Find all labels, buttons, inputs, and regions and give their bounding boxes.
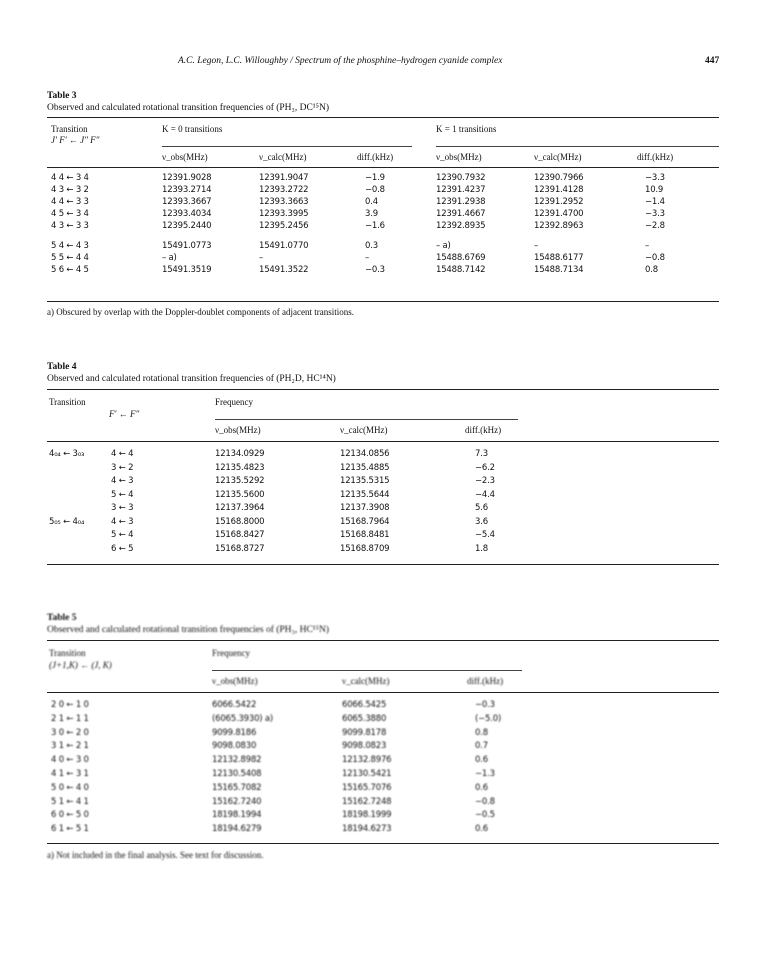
- table-3-calc-k1: 12391.4128: [534, 185, 584, 195]
- table-4-calc: 12137.3908: [340, 503, 390, 513]
- table-4-col-transition: Transition: [49, 397, 86, 407]
- table-3-obs-k0: 12393.2714: [162, 185, 212, 195]
- table-3-transition: 5 5 ← 4 4: [51, 253, 89, 263]
- table-4-col-transition-sub: F′ ← F″: [109, 409, 140, 419]
- table-4-col-diff: diff.(kHz): [465, 425, 502, 435]
- table-5-footnote: a) Not included in the final analysis. See text for discussion.: [47, 850, 264, 860]
- table-5-col-transition: Transition: [49, 648, 86, 658]
- table-3-transition: 4 3 ← 3 3: [51, 221, 89, 231]
- table-3-calc-k0: 12395.2456: [259, 221, 309, 231]
- table-3-transition: 5 6 ← 4 5: [51, 265, 89, 275]
- table-5-diff: −0.5: [475, 810, 495, 821]
- table-3-group-k0: K = 0 transitions: [162, 124, 223, 134]
- table-5-calc: 6065.3880: [342, 713, 387, 724]
- table-4-f-transition: 5 ← 4: [111, 489, 134, 500]
- table-3-diff-k0: −1.6: [365, 221, 385, 231]
- table-5-diff: 0.6: [475, 782, 488, 793]
- table-4-obs: 12137.3964: [215, 503, 265, 513]
- table-3-obs-k1: 15488.6769: [436, 253, 486, 263]
- table-3-obs-k1: 12391.4237: [436, 185, 486, 195]
- table-4-header-rule: [47, 441, 719, 442]
- table-5-transition: 3 1 ← 2 1: [51, 741, 89, 752]
- table-4-obs: 15168.8427: [215, 530, 265, 540]
- table-3-calc-k0: 15491.3522: [259, 265, 309, 275]
- table-4-calc: 12135.5315: [340, 476, 390, 486]
- table-4-obs: 12134.0929: [215, 449, 265, 459]
- table-5-obs: 9098.0830: [212, 741, 257, 752]
- table-3-calc-k0: 15491.0770: [259, 241, 309, 251]
- table-5-col-transition-sub: (J+1,K) ← (J, K): [49, 660, 112, 670]
- table-3-col-obs-k1: ν_obs(MHz): [436, 152, 482, 162]
- table-3-calc-k0: 12391.9047: [259, 173, 309, 183]
- table-4-col-obs: ν_obs(MHz): [215, 425, 261, 435]
- table-4-f-transition: 3 ← 2: [111, 462, 134, 473]
- table-5-diff: (−5.0): [475, 713, 502, 724]
- table-5-transition: 6 0 ← 5 0: [51, 810, 89, 821]
- table-5-col-diff: diff.(kHz): [467, 676, 504, 686]
- table-3-diff-k1: 10.9: [645, 185, 664, 195]
- table-3-obs-k0: 15491.0773: [162, 241, 212, 251]
- table-4-f-transition: 4 ← 3: [111, 476, 134, 486]
- table-4-f-transition: 3 ← 3: [111, 503, 134, 513]
- table-5-calc: 9098.0823: [342, 741, 387, 752]
- table-3-group-k1: K = 1 transitions: [436, 124, 497, 134]
- table-3-obs-k0: – a): [162, 253, 177, 263]
- table-5-calc: 18194.6273: [342, 824, 392, 835]
- table-5-transition: 6 1 ← 5 1: [51, 824, 89, 835]
- table-5-calc: 12130.5421: [342, 769, 392, 779]
- table-5-caption: Observed and calculated rotational transition frequencies of (PH₃, HC¹⁵N): [47, 625, 329, 635]
- table-5-calc: 12132.8976: [342, 755, 392, 766]
- table-3-diff-k0: −0.8: [365, 185, 385, 195]
- table-5-diff: 0.7: [475, 741, 488, 752]
- table-3-k1-rule: [436, 146, 719, 147]
- table-4-col-frequency: Frequency: [215, 397, 253, 407]
- table-5-transition: 2 1 ← 1 1: [51, 713, 89, 724]
- table-4-diff: −4.4: [475, 489, 495, 500]
- table-3-calc-k1: 12391.4700: [534, 209, 584, 219]
- table-3-calc-k1: 12392.8963: [534, 221, 584, 231]
- table-3-calc-k1: –: [534, 241, 539, 251]
- page-number: 447: [705, 56, 720, 66]
- table-3-caption: Observed and calculated rotational transition frequencies of (PH₃, DC¹⁵N): [47, 103, 329, 113]
- table-4-col-calc: ν_calc(MHz): [340, 425, 388, 435]
- table-5-transition: 5 1 ← 4 1: [51, 796, 89, 807]
- table-4-caption: Observed and calculated rotational transition frequencies of (PH₂D, HC¹⁴N): [47, 374, 336, 384]
- table-3-transition: 4 4 ← 3 4: [51, 173, 89, 183]
- table-3-transition: 4 5 ← 3 4: [51, 209, 89, 219]
- table-3-obs-k1: 12392.8935: [436, 221, 486, 231]
- table-5-obs: (6065.3930) a): [212, 713, 274, 724]
- table-5-bottom-rule: [47, 843, 719, 844]
- table-3-diff-k0: –: [365, 253, 370, 263]
- table-5-transition: 2 0 ← 1 0: [51, 700, 89, 710]
- table-3-diff-k1: −3.3: [645, 173, 665, 183]
- table-4-bottom-rule: [47, 564, 719, 565]
- table-3-transition: 5 4 ← 4 3: [51, 241, 89, 251]
- table-5: [47, 612, 719, 872]
- table-3-col-calc-k1: ν_calc(MHz): [534, 152, 582, 162]
- table-3-obs-k0: 12391.9028: [162, 173, 212, 183]
- table-4-f-transition: 4 ← 4: [111, 449, 134, 459]
- table-4-obs: 12135.5600: [215, 489, 265, 500]
- table-5-calc: 15165.7076: [342, 782, 392, 793]
- table-3-calc-k1: 12390.7966: [534, 173, 584, 183]
- table-3-col-transition-sub: J′ F′ ← J″ F″: [51, 135, 100, 145]
- table-4-top-rule: [47, 389, 719, 390]
- table-3-diff-k1: −2.8: [645, 221, 665, 231]
- table-3-obs-k1: 12391.2938: [436, 197, 486, 207]
- table-3-top-rule: [47, 117, 719, 118]
- table-3-footnote: a) Obscured by overlap with the Doppler-doublet components of adjacent transitions.: [47, 307, 354, 317]
- table-4-diff: 5.6: [475, 503, 488, 513]
- table-3-calc-k1: 15488.6177: [534, 253, 584, 263]
- table-4: [47, 361, 719, 571]
- table-5-transition: 4 1 ← 3 1: [51, 769, 89, 779]
- table-5-calc: 9099.8178: [342, 727, 387, 738]
- table-3-calc-k0: 12393.3995: [259, 209, 309, 219]
- table-5-diff: −0.3: [475, 700, 495, 710]
- table-3-diff-k0: 3.9: [365, 209, 378, 219]
- table-3-col-diff-k1: diff.(kHz): [637, 152, 674, 162]
- table-3-diff-k0: 0.3: [365, 241, 378, 251]
- table-3-transition: 4 4 ← 3 3: [51, 197, 89, 207]
- table-4-calc: 12135.5644: [340, 489, 390, 500]
- table-3-obs-k1: – a): [436, 241, 451, 251]
- table-4-f-transition: 6 ← 5: [111, 543, 134, 554]
- table-5-diff: −1.3: [475, 769, 495, 779]
- table-3-obs-k1: 15488.7142: [436, 265, 486, 275]
- table-4-calc: 15168.8709: [340, 543, 390, 554]
- table-4-diff: −2.3: [475, 476, 495, 486]
- table-3-k0-rule: [162, 146, 412, 147]
- table-5-header-rule: [47, 692, 719, 693]
- table-3-obs-k0: 12393.4034: [162, 209, 212, 219]
- table-5-diff: 0.6: [475, 824, 488, 835]
- table-5-transition: 5 0 ← 4 0: [51, 782, 89, 793]
- table-5-transition: 4 0 ← 3 0: [51, 755, 89, 766]
- table-3-diff-k1: −1.4: [645, 197, 665, 207]
- table-4-diff: 1.8: [475, 543, 488, 554]
- table-5-frequency-rule: [212, 670, 522, 671]
- table-3-col-calc-k0: ν_calc(MHz): [259, 152, 307, 162]
- table-5-obs: 12130.5408: [212, 769, 262, 779]
- table-4-calc: 15168.8481: [340, 530, 390, 540]
- table-4-diff: −5.4: [475, 530, 495, 540]
- table-3-transition: 4 3 ← 3 2: [51, 185, 89, 195]
- table-3-col-obs-k0: ν_obs(MHz): [162, 152, 208, 162]
- table-5-obs: 12132.8982: [212, 755, 262, 766]
- table-3-obs-k1: 12391.4667: [436, 209, 486, 219]
- table-3-diff-k1: 0.8: [645, 265, 658, 275]
- table-4-diff: 7.3: [475, 449, 488, 459]
- table-3-obs-k0: 15491.3519: [162, 265, 212, 275]
- table-4-frequency-rule: [215, 419, 518, 420]
- table-5-obs: 6066.5422: [212, 700, 257, 710]
- table-3-diff-k0: −0.3: [365, 265, 385, 275]
- table-5-diff: 0.8: [475, 727, 488, 738]
- table-5-obs: 18194.6279: [212, 824, 262, 835]
- table-3-col-diff-k0: diff.(kHz): [357, 152, 394, 162]
- table-4-obs: 12135.4823: [215, 462, 265, 473]
- table-4-obs: 15168.8000: [215, 516, 265, 527]
- table-5-calc: 18198.1999: [342, 810, 392, 821]
- table-3-calc-k0: 12393.3663: [259, 197, 309, 207]
- table-3-label: Table 3: [47, 91, 77, 101]
- table-5-col-frequency: Frequency: [212, 648, 250, 658]
- table-3-obs-k0: 12393.3667: [162, 197, 212, 207]
- table-3-bottom-rule: [47, 301, 719, 302]
- table-5-transition: 3 0 ← 2 0: [51, 727, 89, 738]
- table-3-diff-k0: 0.4: [365, 197, 378, 207]
- table-3-calc-k0: –: [259, 253, 264, 263]
- table-4-f-transition: 5 ← 4: [111, 530, 134, 540]
- table-3-diff-k1: –: [645, 241, 650, 251]
- table-5-diff: −0.8: [475, 796, 495, 807]
- table-5-diff: 0.6: [475, 755, 488, 766]
- table-4-j-transition: 5₀₅ ← 4₀₄: [49, 516, 85, 527]
- table-4-diff: 3.6: [475, 516, 488, 527]
- table-3-diff-k1: −0.8: [645, 253, 665, 263]
- running-head-title: A.C. Legon, L.C. Willoughby / Spectrum of the phosphine–hydrogen cyanide complex: [178, 56, 503, 66]
- table-3: [47, 90, 719, 330]
- table-3-calc-k0: 12393.2722: [259, 185, 309, 195]
- table-3-calc-k1: 12391.2952: [534, 197, 584, 207]
- table-4-label: Table 4: [47, 362, 77, 372]
- table-5-obs: 18198.1994: [212, 810, 262, 821]
- table-4-obs: 15168.8727: [215, 543, 265, 554]
- table-3-header-rule: [47, 167, 719, 168]
- table-4-calc: 15168.7964: [340, 516, 390, 527]
- table-5-calc: 6066.5425: [342, 700, 387, 710]
- table-3-obs-k1: 12390.7932: [436, 173, 486, 183]
- table-4-diff: −6.2: [475, 462, 495, 473]
- table-3-obs-k0: 12395.2440: [162, 221, 212, 231]
- table-4-obs: 12135.5292: [215, 476, 265, 486]
- table-5-col-obs: ν_obs(MHz): [212, 676, 258, 686]
- table-4-calc: 12134.0856: [340, 449, 390, 459]
- table-3-diff-k1: −3.3: [645, 209, 665, 219]
- table-5-obs: 15165.7082: [212, 782, 262, 793]
- table-4-f-transition: 4 ← 3: [111, 516, 134, 527]
- table-5-col-calc: ν_calc(MHz): [342, 676, 390, 686]
- table-3-col-transition: Transition: [51, 124, 88, 134]
- table-5-top-rule: [47, 640, 719, 641]
- table-5-calc: 15162.7248: [342, 796, 392, 807]
- table-5-label: Table 5: [47, 613, 77, 623]
- table-4-calc: 12135.4885: [340, 462, 390, 473]
- table-5-obs: 15162.7240: [212, 796, 262, 807]
- table-5-obs: 9099.8186: [212, 727, 257, 738]
- table-3-calc-k1: 15488.7134: [534, 265, 584, 275]
- table-4-j-transition: 4₀₄ ← 3₀₃: [49, 449, 85, 459]
- table-3-diff-k0: −1.9: [365, 173, 385, 183]
